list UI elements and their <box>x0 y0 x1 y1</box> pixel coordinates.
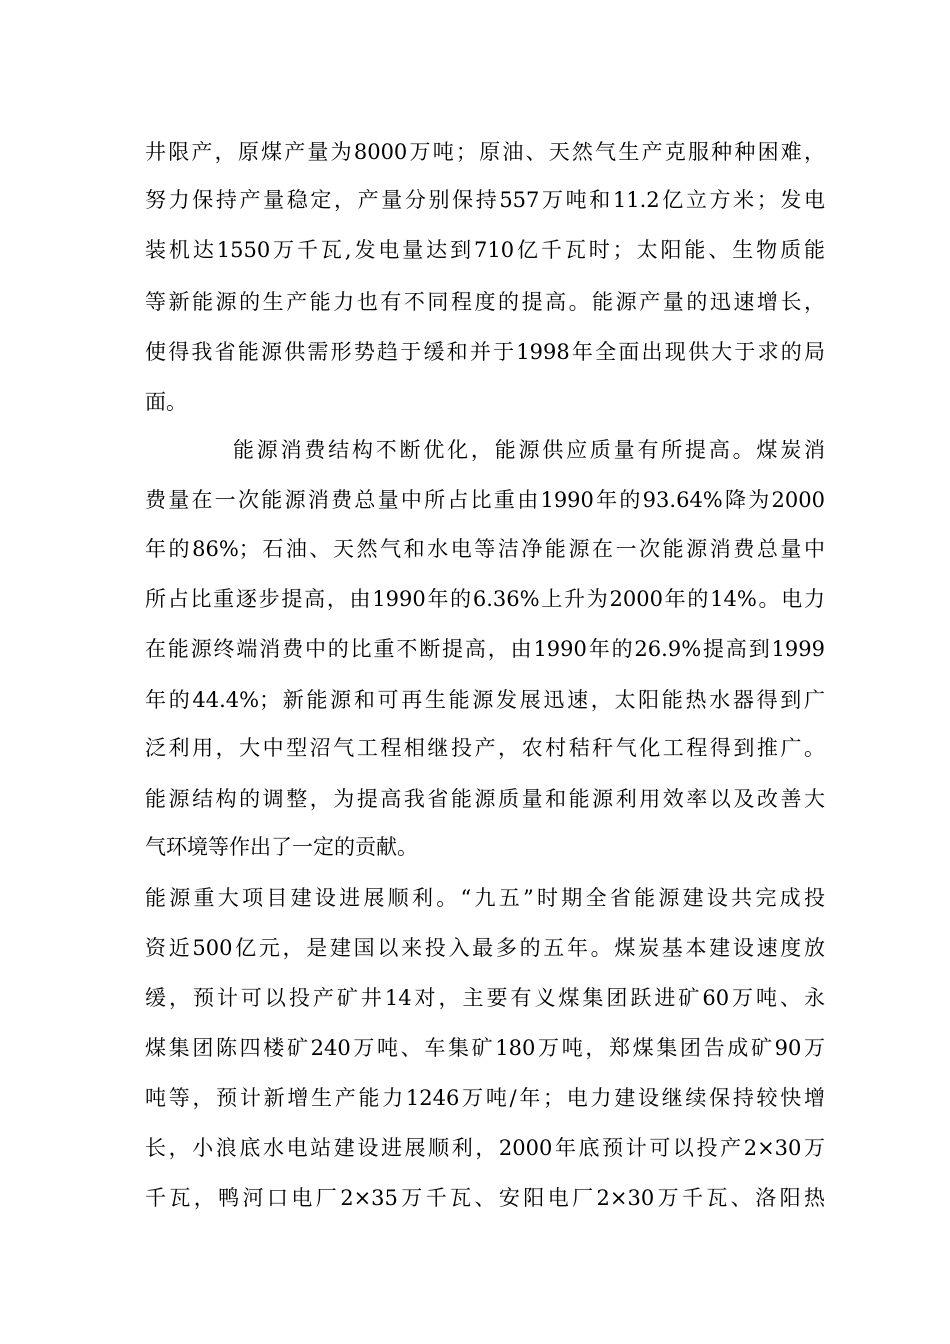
paragraph-2-line-8: 能源结构的调整，为提高我省能源质量和能源利用效率以及改善大 <box>145 787 825 811</box>
paragraph-2-line-3: 年的86%；石油、天然气和水电等洁净能源在一次能源消费总量中 <box>145 537 825 561</box>
paragraph-2-line-7: 泛利用，大中型沼气工程相继投产，农村秸秆气化工程得到推广。 <box>145 736 825 760</box>
paragraph-3-line-4: 煤集团陈四楼矿240万吨、车集矿180万吨，郑煤集团告成矿90万 <box>145 1036 825 1060</box>
paragraph-3-line-1: 能源重大项目建设进展顺利。“九五”时期全省能源建设共完成投 <box>145 886 825 910</box>
paragraph-2-line-9: 气环境等作出了一定的贡献。 <box>145 835 418 859</box>
paragraph-3-line-2: 资近500亿元，是建国以来投入最多的五年。煤炭基本建设速度放 <box>145 936 825 960</box>
paragraph-3-line-6: 长，小浪底水电站建设进展顺利，2000年底预计可以投产2×30万 <box>145 1136 825 1160</box>
paragraph-2-line-1: 能源消费结构不断优化，能源供应质量有所提高。煤炭消 <box>233 438 825 462</box>
paragraph-3-line-5: 吨等，预计新增生产能力1246万吨/年；电力建设继续保持较快增 <box>145 1086 825 1110</box>
paragraph-2-line-5: 在能源终端消费中的比重不断提高，由1990年的26.9%提高到1999 <box>145 637 825 661</box>
paragraph-1-line-6: 面。 <box>145 390 187 414</box>
paragraph-1-line-2: 努力保持产量稳定，产量分别保持557万吨和11.2亿立方米；发电 <box>145 188 825 212</box>
paragraph-3-line-3: 缓，预计可以投产矿井14对，主要有义煤集团跃进矿60万吨、永 <box>145 986 825 1010</box>
paragraph-2-line-4: 所占比重逐步提高，由1990年的6.36%上升为2000年的14%。电力 <box>145 587 825 611</box>
paragraph-2-line-6: 年的44.4%；新能源和可再生能源发展迅速，太阳能热水器得到广 <box>145 688 825 712</box>
paragraph-1-line-4: 等新能源的生产能力也有不同程度的提高。能源产量的迅速增长， <box>145 290 825 314</box>
paragraph-1-line-1: 井限产，原煤产量为8000万吨；原油、天然气生产克服种种困难， <box>145 140 825 164</box>
paragraph-2-line-2: 费量在一次能源消费总量中所占比重由1990年的93.64%降为2000 <box>145 488 825 512</box>
paragraph-3-line-7: 千瓦，鸭河口电厂2×35万千瓦、安阳电厂2×30万千瓦、洛阳热 <box>145 1186 825 1210</box>
paragraph-1-line-5: 使得我省能源供需形势趋于缓和并于1998年全面出现供大于求的局 <box>145 340 825 364</box>
paragraph-1-line-3: 装机达1550万千瓦,发电量达到710亿千瓦时；太阳能、生物质能 <box>145 238 825 262</box>
